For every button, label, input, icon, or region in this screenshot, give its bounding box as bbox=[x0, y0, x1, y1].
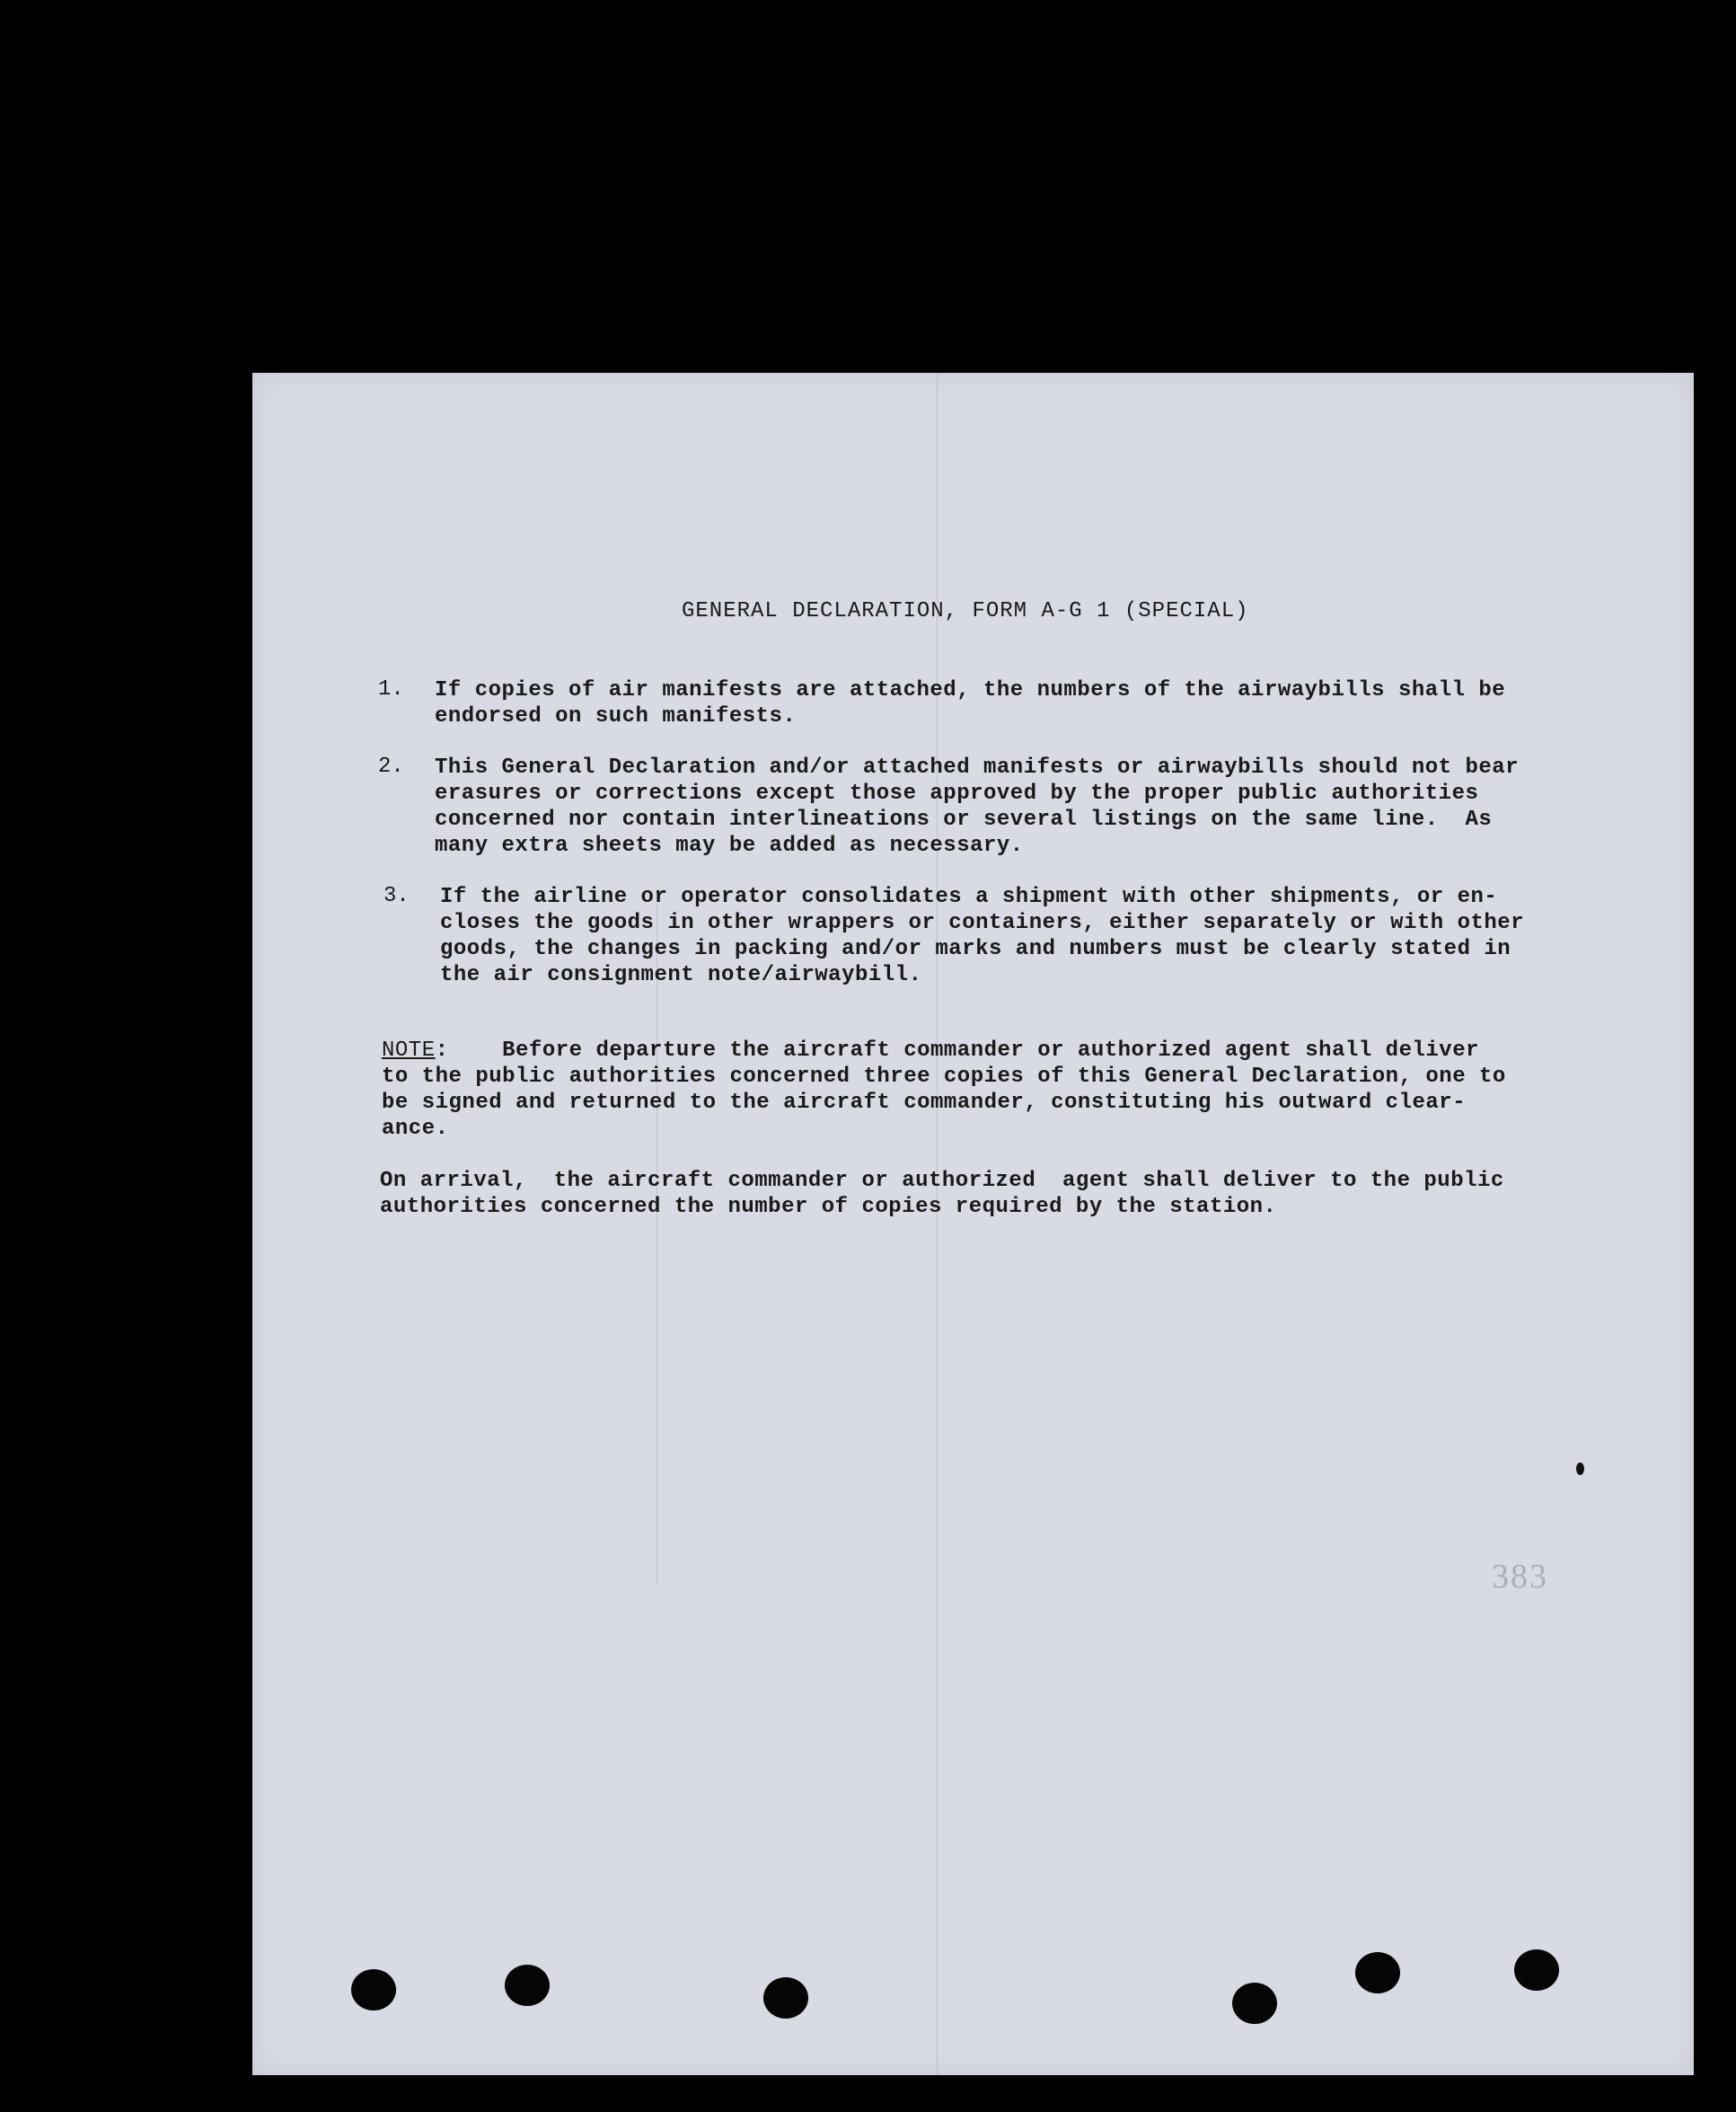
page-number-stamp: 383 bbox=[1492, 1558, 1548, 1595]
text-line: If copies of air manifests are attached, the numbers of the airwaybills shall be bbox=[435, 678, 1506, 703]
item-3-text bbox=[440, 884, 1524, 988]
punch-hole bbox=[351, 1969, 396, 2010]
text-line: Before departure the aircraft commander or authorized agent shall deliver bbox=[448, 1038, 1479, 1063]
text-line: erasures or corrections except those approved by the proper public authorities bbox=[435, 782, 1479, 806]
document-page bbox=[252, 373, 1694, 2075]
punch-hole bbox=[1232, 1983, 1277, 2024]
note-label: NOTE bbox=[382, 1038, 436, 1063]
text-line: On arrival, the aircraft commander or authorized agent shall deliver to the public bbox=[380, 1169, 1504, 1193]
ink-dot bbox=[1576, 1462, 1584, 1475]
item-1-text bbox=[435, 677, 1505, 729]
item-number: 2. bbox=[378, 755, 404, 779]
note-block bbox=[382, 1038, 1506, 1142]
item-number: 3. bbox=[383, 884, 410, 908]
item-number: 1. bbox=[378, 677, 404, 702]
note-first-line bbox=[382, 1038, 1506, 1064]
document-title: GENERAL DECLARATION, FORM A-G 1 (SPECIAL) bbox=[682, 599, 1249, 623]
arrival-paragraph bbox=[380, 1168, 1504, 1220]
punch-hole bbox=[763, 1977, 808, 2019]
text-line: goods, the changes in packing and/or marks and numbers must be clearly stated in bbox=[440, 937, 1511, 961]
text-line: endorsed on such manifests. bbox=[435, 704, 797, 729]
text-line: many extra sheets may be added as necessary. bbox=[435, 834, 1024, 858]
punch-hole bbox=[505, 1965, 550, 2006]
item-2-text bbox=[435, 755, 1519, 859]
text-line: If the airline or operator consolidates a shipment with other shipments, or en- bbox=[440, 885, 1498, 909]
fold-line bbox=[937, 373, 938, 2075]
text-line: authorities concerned the number of copies required by the station. bbox=[380, 1195, 1277, 1219]
note-colon: : bbox=[435, 1038, 449, 1063]
text-line: This General Declaration and/or attached manifests or airwaybills should not bear bbox=[435, 756, 1520, 780]
text-line: the air consignment note/airwaybill. bbox=[440, 963, 922, 987]
text-line: be signed and returned to the aircraft commander, constituting his outward clear- bbox=[382, 1091, 1467, 1115]
punch-hole bbox=[1514, 1949, 1559, 1991]
text-line: to the public authorities concerned three copies of this General Declaration, one to bbox=[382, 1065, 1506, 1089]
text-line: closes the goods in other wrappers or containers, either separately or with other bbox=[440, 911, 1525, 935]
text-line: concerned nor contain interlineations or several listings on the same line. As bbox=[435, 808, 1493, 832]
punch-hole bbox=[1355, 1952, 1400, 1993]
text-line: ance. bbox=[382, 1117, 449, 1141]
